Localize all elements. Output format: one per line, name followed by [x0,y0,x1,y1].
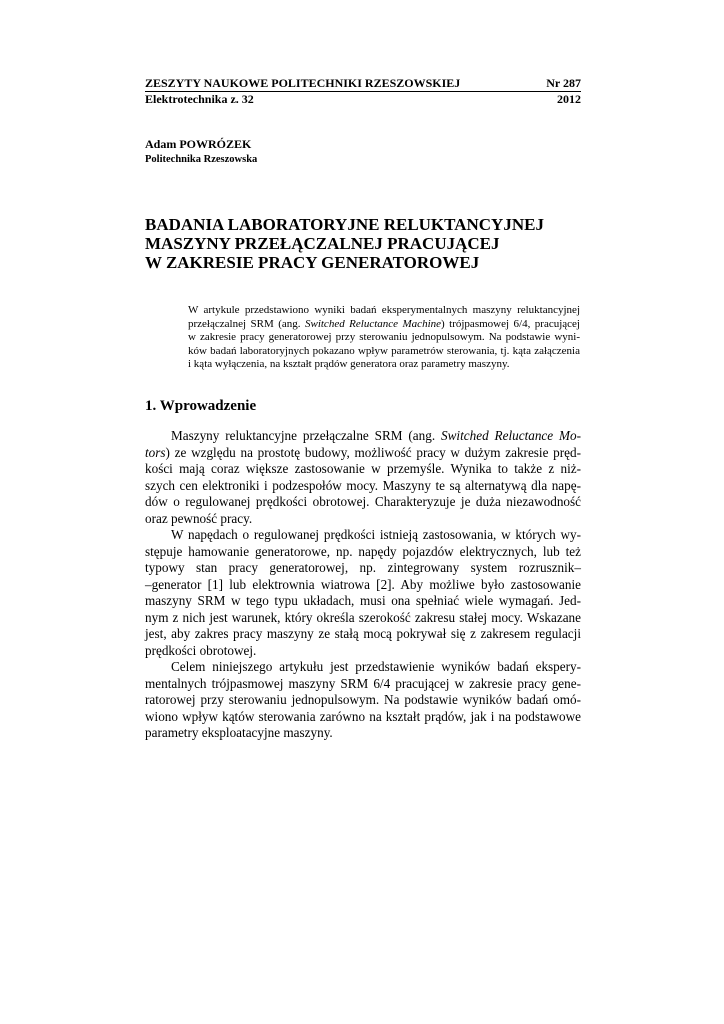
abstract-line: ków badań laboratoryjnych pokazano wpływ parametrów sterowania, tj. kąta załączenia [188,344,580,357]
paragraph-line: maszyny SRM w tego typu układach, musi ona spełniać wiele wymagań. Jed- [145,593,581,608]
paper-title [145,215,585,272]
header-row-journal [145,76,581,92]
paragraph-line: Celem niniejszego artykułu jest przedstawienie wyników badań ekspery- [171,659,581,674]
journal-series: Elektrotechnika z. 32 [145,92,254,106]
paragraph-line: nym z nich jest warunek, który określa szerokość zakresu stałej mocy. Wskazane [145,609,581,625]
abstract-line: W artykule przedstawiono wyniki badań eksperymentalnych maszyny reluktancyjnej [188,304,580,316]
paragraph-line: prędkości obrotowej. [145,642,257,658]
paragraph-line: wiono wpływ kątów sterowania zarówno na kształt prądów, jak i na podstawowe [145,708,581,724]
abstract-italic-term: Switched Reluctance Machine [304,317,442,330]
paragraph-line: szych cen elektroniki i podzespołów mocy. Maszyny te są alternatywą dla napę- [145,477,581,493]
journal-name: ZESZYTY NAUKOWE POLITECHNIKI RZESZOWSKIEJ [145,76,461,90]
body-span: ) ze względu na prostotę budowy, możliwość pracy w dużym zakresie pręd- [165,444,581,460]
italic-term: Switched Reluctance Mo- [441,428,581,443]
section-heading: 1. Wprowadzenie [145,398,257,414]
title-line: MASZYNY PRZEŁĄCZALNEJ PRACUJĄCEJ [145,234,500,253]
title-line: W ZAKRESIE PRACY GENERATOROWEJ [145,253,480,272]
running-header [145,76,581,107]
paragraph-line: typowy stan pracy generatorowej, np. zintegrowany system rozrusznik– [145,560,581,575]
paragraph-line: mentalnych trójpasmowej maszyny SRM 6/4 pracującej w zakresie pracy gene- [145,675,581,691]
author-name: Adam POWRÓZEK [145,137,252,151]
body-span: Maszyny reluktancyjne przełączalne SRM (ang. [171,428,442,443]
title-line: BADANIA LABORATORYJNE RELUKTANCYJNEJ [145,215,544,234]
issue-number: Nr 287 [546,76,581,90]
paragraph-line: ratorowej przy sterowaniu jednopulsowym. Na podstawie wyników badań omó- [145,692,581,707]
paragraph-line: parametry eksploatacyjne maszyny. [145,725,333,740]
header-row-series [145,92,581,107]
italic-term: tors [145,444,166,460]
abstract-text: ) trójpasmowej 6/4, pracującej [441,317,580,330]
paragraph-line: jest, aby zakres pracy maszyny ze stałą mocą pokrywał się z zakresem regulacji [145,626,581,641]
paragraph-line: W napędach o regulowanej prędkości istnieją zastosowania, w których wy- [171,527,581,542]
abstract-line [188,318,580,332]
author-affiliation: Politechnika Rzeszowska [145,154,258,165]
paragraph-line: kości mają coraz większe zastosowanie w przemyśle. Wynika to także z niż- [145,461,581,476]
body-text [145,428,581,742]
abstract-text: przełączalnej SRM (ang. [188,317,305,330]
paragraph-line: oraz pewność pracy. [145,510,253,526]
publication-year: 2012 [557,92,581,106]
paragraph-line [145,445,581,462]
abstract [188,304,580,372]
abstract-line: w zakresie pracy generatorowej przy sterowaniu jednopulsowym. Na podstawie wyni- [188,331,580,344]
paragraph-line: dów o regulowanej prędkości obrotowej. Charakteryzuje je duża niezawodność [145,494,581,509]
paragraph-line: –generator [1] lub elektrownia wiatrowa [2]. Aby możliwe było zastosowanie [145,576,581,592]
abstract-line: i kąta wyłączenia, na kształt prądów generatora oraz parametry maszyny. [188,358,510,371]
paragraph-line [145,428,581,445]
paragraph-line: stępuje hamowanie generatorowe, np. napędy pojazdów elektrycznych, lub też [145,543,581,559]
